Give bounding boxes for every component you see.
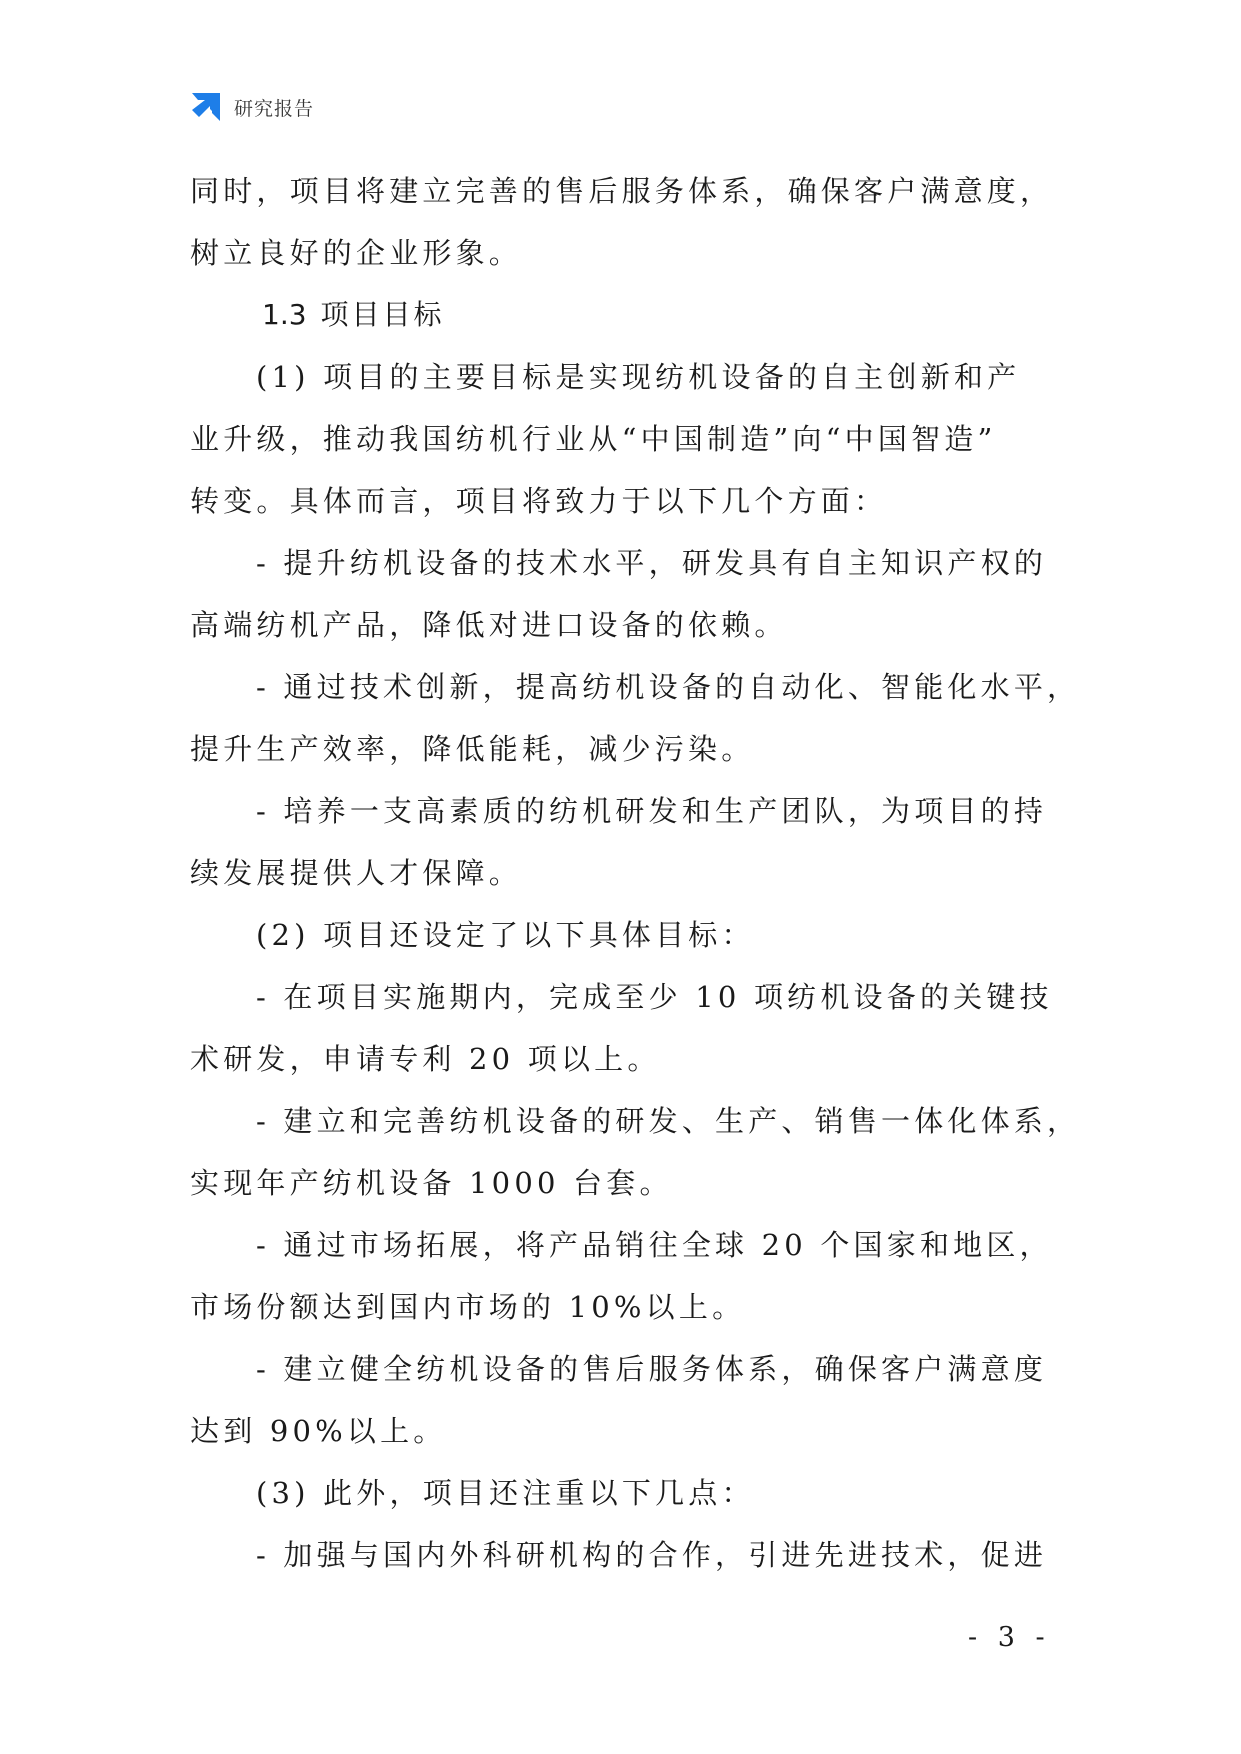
list-item-line: 术研发，申请专利 20 项以上。	[190, 1042, 661, 1076]
paragraph-line: 树立良好的企业形象。	[190, 236, 523, 270]
list-item-line: - 提升纺机设备的技术水平，研发具有自主知识产权的	[256, 546, 1048, 580]
list-item-line: - 通过市场拓展，将产品销往全球 20 个国家和地区，	[256, 1228, 1053, 1262]
paragraph-line: (2) 项目还设定了以下具体目标：	[256, 918, 755, 952]
list-item-line: 实现年产纺机设备 1000 台套。	[190, 1166, 673, 1200]
list-item-line: 续发展提供人才保障。	[190, 856, 523, 890]
list-item-line: 市场份额达到国内市场的 10%以上。	[190, 1290, 746, 1324]
list-item-line: 达到 90%以上。	[190, 1414, 447, 1448]
paragraph-line: 转变。具体而言，项目将致力于以下几个方面：	[190, 484, 888, 518]
list-item-line: - 加强与国内外科研机构的合作，引进先进技术，促进	[256, 1538, 1048, 1572]
section-title: 项目目标	[320, 298, 445, 331]
page-header	[190, 90, 314, 124]
list-item-line: 提升生产效率，降低能耗，减少污染。	[190, 732, 755, 766]
list-item-line: - 建立健全纺机设备的售后服务体系，确保客户满意度	[256, 1352, 1048, 1386]
document-body	[190, 160, 1081, 1586]
list-item-line: - 在项目实施期内，完成至少 10 项纺机设备的关键技	[256, 980, 1053, 1014]
list-item-line: - 建立和完善纺机设备的研发、生产、销售一体化体系，	[256, 1104, 1081, 1138]
list-item-line: - 通过技术创新，提高纺机设备的自动化、智能化水平，	[256, 670, 1081, 704]
paragraph-line: (1) 项目的主要目标是实现纺机设备的自主创新和产	[256, 360, 1021, 394]
page-number: - 3 -	[968, 1622, 1051, 1653]
list-item-line: 高端纺机产品，降低对进口设备的依赖。	[190, 608, 788, 642]
arrow-up-right-logo-icon	[190, 91, 222, 123]
header-title: 研究报告	[234, 97, 315, 120]
section-heading	[190, 284, 1070, 346]
paragraph-line: (3) 此外，项目还注重以下几点：	[256, 1476, 755, 1510]
paragraph-line: 业升级，推动我国纺机行业从“中国制造”向“中国智造”	[190, 422, 997, 456]
list-item-line: - 培养一支高素质的纺机研发和生产团队，为项目的持	[256, 794, 1048, 828]
paragraph-line: 同时，项目将建立完善的售后服务体系，确保客户满意度，	[190, 174, 1054, 208]
section-number: 1.3	[262, 298, 307, 331]
